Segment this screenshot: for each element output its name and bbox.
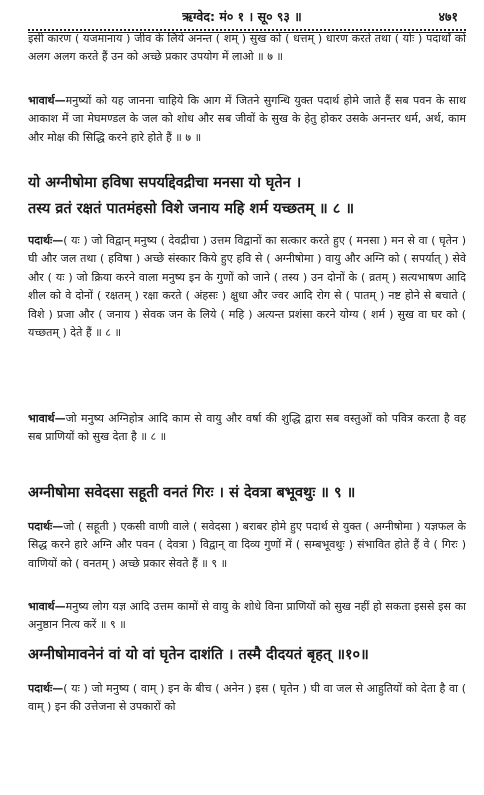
word-meaning-paragraph-10: पदार्थः—( यः ) जो मनुष्य ( वाम् ) इन के बीच ( अनेन ) इस ( घृतेन ) घी वा जल से आहुतियों को देता है वा ( वाम् ) इन की उत्तेजना से उपकारों को bbox=[28, 682, 466, 714]
mantra-line: तस्य व्रतं रक्षतं पातमंहसो विशे जनाय महि शर्म यच्छतम् ॥ ८ ॥ bbox=[28, 201, 355, 217]
mantra-line: अग्नीषोमावनेनं वां यो वां घृतेन दाशंति । तस्मै दीदयतं बृहत् ॥१०॥ bbox=[28, 647, 369, 663]
word-meaning-lead: पदार्थः— bbox=[28, 682, 64, 695]
explanation-paragraph-9: भावार्थ—मनुष्य लोग यज्ञ आदि उत्तम कामों से वायु के शोधे विना प्राणियों को सुख नहीं हो सकता इससे इस का अनुष्ठान नित्य करें ॥ ९ ॥ bbox=[28, 600, 466, 632]
explanation-paragraph-8: भावार्थ—जो मनुष्य अग्निहोत्र आदि काम से वायु और वर्षा की शुद्धि द्वारा सब वस्तुओं को पवित्र करता है वह सब प्राणियों को सुख देता है ॥ ८ ॥ bbox=[28, 412, 466, 444]
word-meaning-lead: पदार्थः— bbox=[28, 234, 64, 247]
explanation-lead: भावार्थ— bbox=[28, 94, 66, 107]
word-meaning-lead: पदार्थः— bbox=[28, 520, 64, 533]
explanation-lead: भावार्थ— bbox=[28, 412, 66, 425]
page-header bbox=[0, 6, 484, 28]
mantra-10 bbox=[28, 642, 466, 668]
explanation-lead: भावार्थ— bbox=[28, 600, 66, 613]
word-meaning-paragraph-9: पदार्थः—जो ( सहूती ) एकसी वाणी वाले ( सवेदसा ) बराबर होमे हुए पदार्थ से युक्त ( अग्नीषोमा ) यज्ञफल के सिद्ध करने हारे अग्नि और पवन ( देवत्रा ) विद्वान् वा दिव्य गुणों में ( सम्बभूवथुः ) संभावित होते हैं वे ( गिरः ) वाणियों को ( वनतम् ) अच्छे प्रकार सेवते हैं ॥ ९ ॥ bbox=[28, 520, 466, 570]
mantra-line: यो अग्नीषोमा हविषा सपर्याद्देवद्रीचा मनसा यो घृतेन । bbox=[28, 175, 302, 191]
word-meaning-paragraph-8: पदार्थः—( यः ) जो विद्वान् मनुष्य ( देवद्रीचा ) उत्तम विद्वानों का सत्कार करते हुए ( मनसा ) मन से वा ( घृतेन ) घी और जल तथा ( हविषा ) अच्छे संस्कार किये हुए हवि से ( अग्नीषोमा ) वायु और अग्नि को ( सपर्यात् ) सेवे और ( यः ) जो क्रिया करने वाला मनुष्य इन के गुणों को जाने ( तस्य ) उन दोनों के ( व्रतम् ) सत्यभाषण आदि शील को वे दोनों ( रक्षतम् ) रक्षा करते ( अंहसः ) क्षुधा और ज्वर आदि रोग से ( पातम् ) नष्ट होने से बचाते ( विशे ) प्रजा और ( जनाय ) सेवक जन के लिये ( महि ) अत्यन्त प्रशंसा करने योग्य ( शर्म ) सुख वा घर को ( यच्छतम् ) देते हैं ॥ ८ ॥ bbox=[28, 234, 466, 340]
explanation-paragraph-7: भावार्थ—मनुष्यों को यह जानना चाहिये कि आग में जितने सुगन्धि युक्त पदार्थ होमे जाते हैं सब पवन के साथ आकाश में जा मेघमण्डल के जल को शोध और सब जीवों के सुख के हेतु होकर उसके अनन्तर धर्म, अर्थ, काम और मोक्ष की सिद्धि करने हारे होते हैं ॥ ७ ॥ bbox=[28, 94, 466, 144]
mantra-line: अग्नीषोमा सवेदसा सहूती वनतं गिरः । सं देवत्रा बभूवथुः ॥ ९ ॥ bbox=[28, 485, 356, 501]
translation-paragraph-7: इसी कारण ( यजमानाय ) जीव के लिये अनन्त ( शम् ) सुख को ( धत्तम् ) धारण करते तथा ( योः ) पदार्थों को अलग अलग करते हैं उन को अच्छे प्रकार उपयोग में लाओ ॥ ७ ॥ bbox=[28, 32, 466, 64]
running-title: ऋग्वेद: मं० १ । सू० ९३ ॥ bbox=[182, 9, 302, 24]
mantra-8 bbox=[28, 170, 466, 222]
page-number: ४७१ bbox=[438, 9, 458, 24]
mantra-9 bbox=[28, 480, 466, 506]
